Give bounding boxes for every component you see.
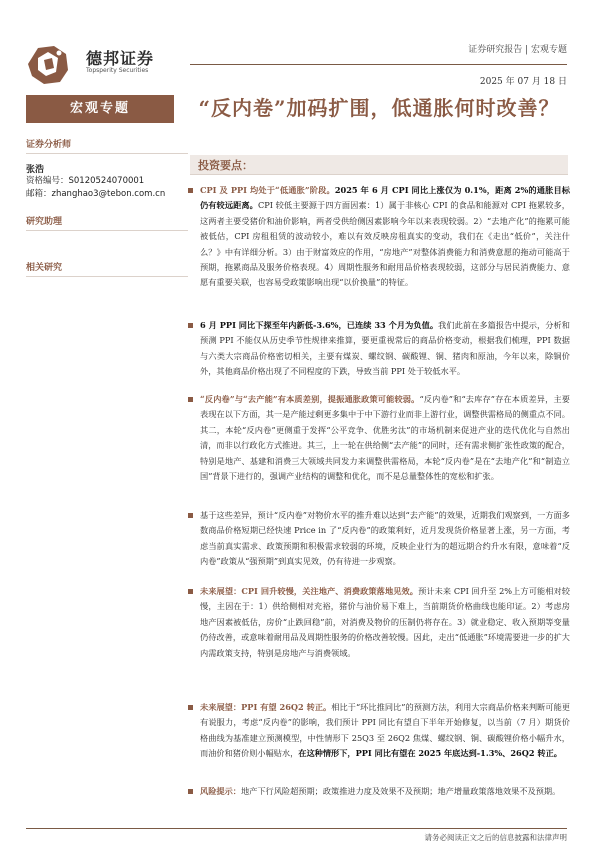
bullet-lead: CPI 及 PPI 均处于“低通胀”阶段。 <box>200 185 335 195</box>
key-points-label: 投资要点： <box>198 159 253 172</box>
bullet-lead: “反内卷”与“去产能”有本质差别，提振通胀政策可能较弱。 <box>200 394 420 404</box>
bullet-risk <box>200 784 570 799</box>
bullet-lead: 未来展望：PPI 有望 26Q2 转正。 <box>200 702 332 712</box>
report-title: “反内卷”加码扩围，低通胀何时改善？ <box>198 96 560 120</box>
bullet-lead: 未来展望：CPI 回升较慢，关注地产、消费政策落地见效。 <box>200 586 419 596</box>
bullet-marker-icon <box>188 705 193 710</box>
logo-text-cn: 德邦证券 <box>86 49 155 68</box>
bullet-text: 相比于“环比推同比”的预测方法，利用大宗商品价格来判断可能更有说服力，考虑“反内卷”的影响，我们预计 PPI 同比有望自下半年开始修复，以当前（7 月）期货价格曲线为基准建立预测模型，中性情形下 25Q3 至 26Q2 焦煤、螺纹钢、铜、碳酸锂价格小幅升水，而油价和猪价则小幅贴水， <box>200 702 570 759</box>
bullet-text: 地产下行风险超预期；政策推进力度及效果不及预期；地产增量政策落地效果不及预期。 <box>240 786 561 796</box>
report-date: 2025 年 07 月 18 日 <box>479 77 567 87</box>
bullet-price-in <box>200 508 570 570</box>
bullet-bold: 6 月 PPI 同比下探至年内新低-3.6%，已连续 33 个月为负值。 <box>200 320 439 330</box>
footer-disclaimer: 请务必阅读正文之后的信息披露和法律声明 <box>424 833 567 842</box>
analyst-heading: 证券分析师 <box>26 137 188 154</box>
analyst-cert: 资格编号：S0120524070001 <box>26 176 145 186</box>
footer-divider <box>26 828 567 829</box>
company-logo <box>26 42 176 88</box>
bullet-text: CPI 较低主要源于四方面因素：1）属于非核心 CPI 的食品和能源对 CPI 拖累较多，这两者主要受猪价和油价影响，两者受供给侧因素影响今年以来表现较弱。2）“去地产化”的拖累可能被低估，CPI 房租租赁的波动较小，难以有效反映房租真实的变动，我们在《走出“低价”，关注什么？》中有详细分析。3）由于财富效应的作用，“房地产”对整体消费能力和消费意愿的拖动可能高于预期，拖累商品及服务价格表现。4）周期性服务和耐用品价格表现较弱，这部分与居民消费能力、意愿有重要关联，也容易受政策影响出现“以价换量”的特征。 <box>200 200 570 288</box>
bullet-anti-involution <box>200 392 570 484</box>
bullet-ppi <box>200 318 570 380</box>
report-type: 证券研究报告 | 宏观专题 <box>468 45 567 55</box>
bullet-marker-icon <box>188 589 193 594</box>
bullet-bold: 在这种情形下，PPI 同比有望在 2025 年底达到-1.3%、26Q2 转正。 <box>298 748 562 759</box>
bullet-marker-icon <box>188 789 193 794</box>
bullet-text: “反内卷”和“去库存”存在本质差异，主要表现在以下方面，其一是产能过剩更多集中于中下游行业而非上游行业，调整供需格局的侧重点不同。其二，本轮“反内卷”更侧重于发挥“公平竞争、优胜劣汰”的市场机制来促进产业的迭代优化与自然出清，而非以行政化方式推进。其三，上一轮在供给侧“去产能”的同时，还有需求侧扩张性政策的配合，特别是地产、基建和消费三大领域共同发力来调整供需格局，本轮“反内卷”是在“去地产化”和“制造立国”背景下进行的，强调产业结构的调整和优化，而不是总量整体性的宽松和扩张。 <box>200 394 570 482</box>
related-research-heading: 相关研究 <box>26 260 188 277</box>
assistant-heading: 研究助理 <box>26 214 188 231</box>
bullet-ppi-outlook <box>200 700 570 762</box>
logo-mark-icon <box>26 42 70 86</box>
analyst-email[interactable]: 邮箱：zhanghao3@tebon.com.cn <box>26 189 166 199</box>
key-points-bar <box>190 155 568 175</box>
bullet-marker-icon <box>188 188 193 193</box>
bullet-cpi-outlook <box>200 584 570 661</box>
analyst-name: 张浩 <box>26 165 45 175</box>
bullet-lead: 风险提示： <box>200 786 241 796</box>
bullet-text: 预计未来 CPI 回升至 2%上方可能相对较慢，主因在于：1）供给侧相对充裕，猪价与油价易下难上，当前期货价格曲线也能印证。2）考虑房地产因素被低估，房价“止跌回稳”前，对消费及物价的压制仍将存在。3）就业稳定、收入预期等变量仍待改善，或意味着耐用品及周期性服务的价格改善较慢。因此，走出“低通胀”环境需要进一步的扩大内需政策支持，特别是房地产与消费领域。 <box>200 586 570 658</box>
bullet-bold: 2025 年 6 月 CPI 同比上涨仅为 0.1%，距离 2%的通胀目标仍有较远距离。 <box>200 185 570 211</box>
bullet-text: 基于这些差异，预计“反内卷”对物价水平的推升难以达到“去产能”的效果，近期我们观察到，一方面多数商品价格短期已经快速 Price in 了“反内卷”的政策利好，近月发现货价格显著上涨，另一方面，考虑当前真实需求、政策预期和积极需求较弱的环境，反映企业行为的超远期合约升水有限，意味着“反内卷”政策从“强预期”到真实见效，仍有待进一步观察。 <box>200 510 570 567</box>
bullet-text: 我们此前在多篇报告中提示，分析和预测 PPI 不能仅从历史季节性规律来推算，要更重视常后的商品价格变动，根据我们梳理，PPI 数据与六类大宗商品价格密切相关，主要有煤炭、螺纹钢、碳酸锂、铜、猪肉和原油，今年以来，除铜价外，其他商品价格出现了不同程度的下跌，导致当前 PPI 处于较低水平。 <box>200 320 570 377</box>
header-divider <box>190 64 567 65</box>
logo-text-en: Topsperity Securities <box>86 67 149 74</box>
bullet-marker-icon <box>188 323 193 328</box>
bullet-marker-icon <box>188 397 193 402</box>
section-title-badge: 宏观专题 <box>26 95 174 123</box>
bullet-marker-icon <box>188 513 193 518</box>
bullet-low-inflation <box>200 183 570 291</box>
